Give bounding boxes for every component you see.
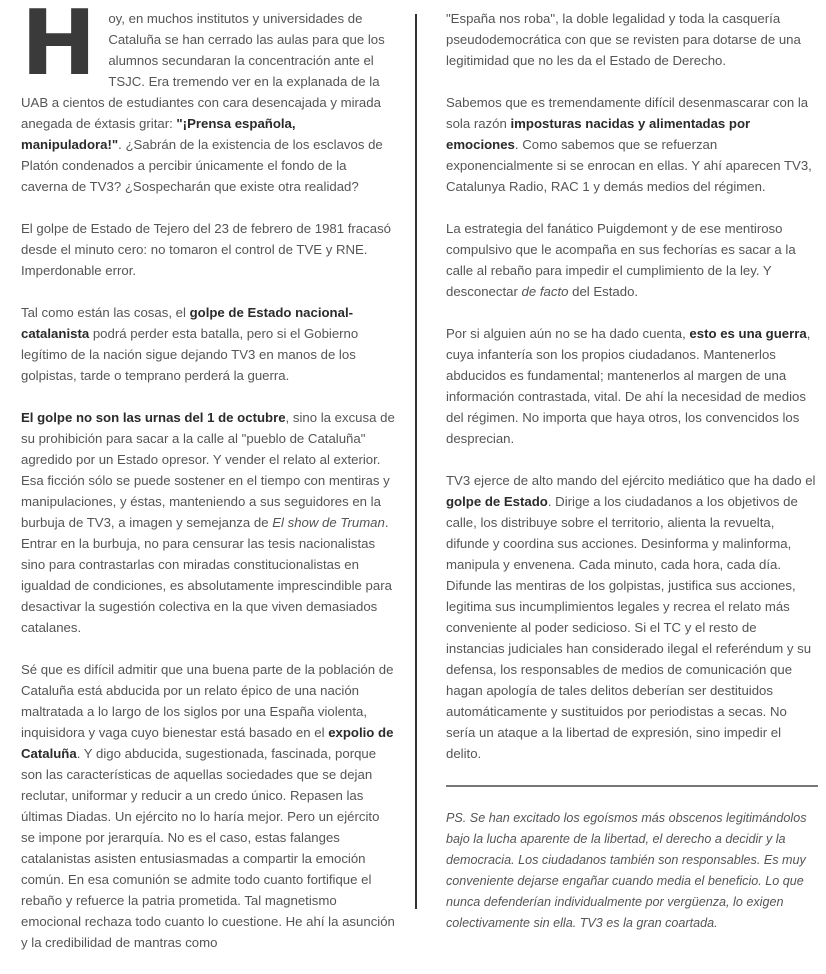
paragraph-intro — [21, 0, 396, 197]
text: Tal como están las cosas, el — [21, 305, 190, 320]
bold-text: imposturas nacidas y alimentadas por emociones — [446, 116, 751, 152]
text: Sé que es difícil admitir que una buena parte de la población de Cataluña está abducida por un relato épico de una nación maltratada a lo largo de los siglos por una España violenta, inquisidora y vaga cuyo bienestar está basado en el — [21, 662, 394, 740]
bold-text: golpe de Estado — [446, 494, 548, 509]
paragraph-guerra — [446, 323, 818, 449]
paragraph-imposturas — [446, 92, 818, 197]
text: podrá perder esta batalla, pero si el Gobierno legítimo de la nación sigue dejando TV3 en manos de los golpistas, tarde o temprano perderá la guerra. — [21, 326, 359, 383]
paragraph-tejero: El golpe de Estado de Tejero del 23 de febrero de 1981 fracasó desde el minuto cero: no tomaron el control de TVE y RNE. Imperdonable error. — [21, 221, 392, 278]
text: , sino la excusa de su prohibición para sacar a la calle al "pueblo de Cataluña" agredido por un Estado opresor. Y vender el relato al exterior. Esa ficción sólo se puede sostener en el tiempo con mentiras y manipulaciones, y éstas, manteniendo a sus seguidores en la burbuja de TV3, a imagen y semejanza de — [21, 410, 395, 530]
bold-text: El golpe no son las urnas del 1 de octubre — [21, 410, 286, 425]
text: . Entrar en la burbuja, no para censurar las tesis nacionalistas sino para contrastarlas con miradas constitucionalistas en igualdad de condiciones, es absolutamente imprescindible para desactivar la sugestión colectiva en la que viven demasiados catalanes. — [21, 515, 392, 635]
text: , cuya infantería son los propios ciudadanos. Mantenerlos abducidos es fundamental; mantenerlos al margen de una información contrastada, vital. De ahí la necesidad de medios del régimen. No importa que haya otros, los convencidos los desprecian. — [446, 326, 811, 446]
drop-cap: H — [21, 0, 97, 96]
text: . Dirige a los ciudadanos a los objetivos de calle, los distribuye sobre el territorio, alienta la revuelta, difunde y coordina sus acciones. Desinforma y malinforma, manipula y envenena. Cada minuto, cada hora, cada día. Difunde las mentiras de los golpistas, justifica sus acciones, legitima sus incumplimientos legales y recrea el relato más conveniente al poder sedicioso. Si el TC y el resto de instancias judiciales han considerado ilegal el referéndum y su defensa, los responsables de medios de comunicación que hagan apología de tales delitos deberían ser destituidos automáticamente y sustituidos por periodistas a secas. No sería un ataque a la libertad de expresión, sino impedir el delito. — [446, 494, 812, 761]
bold-quote: "¡Prensa española, manipuladora!" — [21, 116, 296, 152]
paragraph-golpe — [21, 407, 396, 638]
italic-text: de facto — [521, 284, 569, 299]
right-column — [446, 0, 818, 934]
text: TV3 ejerce de alto mando del ejército mediático que ha dado el — [446, 473, 816, 488]
paragraph-abducida — [21, 659, 396, 953]
text: del Estado. — [568, 284, 639, 299]
text: La estrategia del fanático Puigdemont y de ese mentiroso compulsivo que le acompaña en sus fechorías es sacar a la calle al rebaño para impedir el cumplimiento de la ley. Y desconectar — [446, 221, 796, 299]
bold-text: esto es una guerra — [689, 326, 807, 341]
italic-text: El show de Truman — [272, 515, 385, 530]
paragraph-estrategia — [446, 218, 818, 302]
text: oy, en muchos institutos y universidades de Cataluña se han cerrado las aulas para que los alumnos secundaran la concentración ante el TSJC. Era tremendo ver en la explanada de la UAB a cientos de estudiantes con cara desencajada y mirada anegada de éxtasis gritar: — [21, 11, 385, 131]
left-column — [21, 0, 396, 974]
text: . ¿Sabrán de la existencia de los esclavos de Platón condenados a percibir únicamente el fondo de la caverna de TV3? ¿Sospecharán que existe otra realidad? — [21, 137, 383, 194]
horizontal-rule — [446, 785, 818, 787]
text: Sabemos que es tremendamente difícil desenmascarar con la sola razón — [446, 95, 809, 131]
column-divider — [415, 14, 417, 909]
bold-text: golpe de Estado nacional-catalanista — [21, 305, 353, 341]
postscript: PS. Se han excitado los egoísmos más obscenos legitimándolos bajo la lucha aparente de la libertad, el derecho a decidir y la democracia. Los ciudadanos también son responsables. Es muy conveniente dejarse engañar cuando media el beneficio. Lo que nunca defenderían individualmente por vergüenza, lo exigen colectivamente sin ella. TV3 es la gran coartada. — [446, 811, 807, 930]
paragraph-batalla — [21, 302, 396, 386]
text: . Y digo abducida, sugestionada, fascinada, porque son las características de aquellas sociedades que se dejan reclutar, uniformar y reducir a un credo único. Repasen las últimas Diadas. Un ejército no lo haría mejor. Pero un ejército se impone por jerarquía. No es el caso, estas falanges catalanistas asisten entusiasmadas a compartir la emoción común. En esa comunión se admite todo cuanto fortifique el rebaño y refuerce la patria prometida. Tal magnetismo emocional rechaza todo cuanto lo cuestione. He ahí la asunción y la credibilidad de mantras como — [21, 746, 395, 950]
text: Por si alguien aún no se ha dado cuenta, — [446, 326, 690, 341]
paragraph-tv3 — [446, 470, 818, 764]
bold-text: expolio de Cataluña — [21, 725, 394, 761]
paragraph-espana-roba: "España nos roba", la doble legalidad y toda la casquería pseudodemocrática con que se revisten para dotarse de una legitimidad que no les da el Estado de Derecho. — [446, 11, 801, 68]
text: . Como sabemos que se refuerzan exponencialmente si se enrocan en ellas. Y ahí aparecen TV3, Catalunya Radio, RAC 1 y demás medios del régimen. — [446, 137, 812, 194]
